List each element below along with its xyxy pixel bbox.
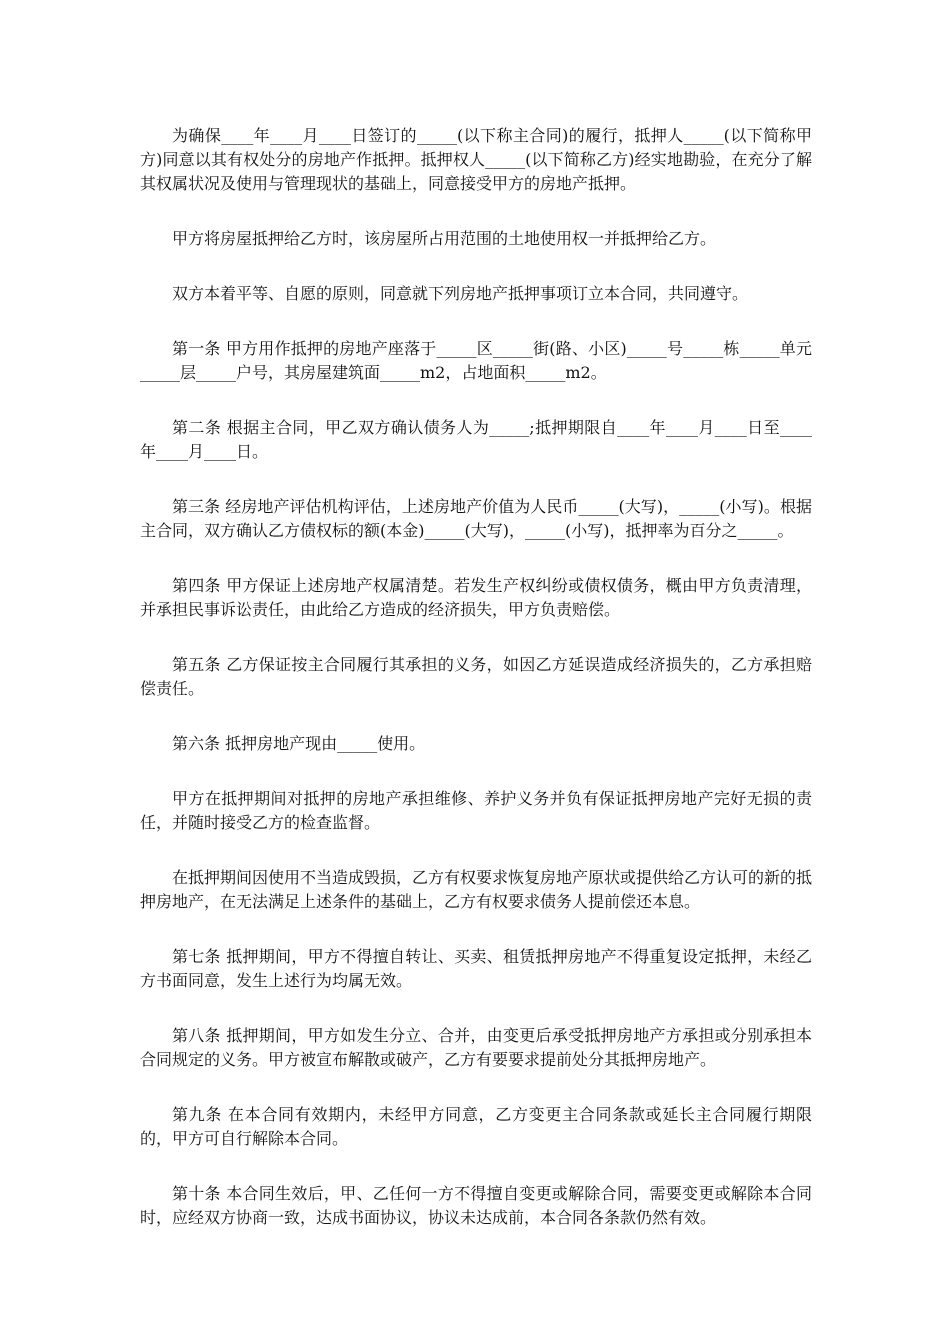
- article-6: 第六条 抵押房地产现由_____使用。: [172, 734, 426, 753]
- article-10: 第十条 本合同生效后，甲、乙任何一方不得擅自变更或解除合同，需要变更或解除本合同时，应经双方协商一致，达成书面协议，协议未达成前，本合同各条款仍然有效。: [140, 1184, 812, 1227]
- land-use-paragraph: 甲方将房屋抵押给乙方时，该房屋所占用范围的土地使用权一并抵押给乙方。: [172, 229, 717, 248]
- article-8: 第八条 抵押期间，甲方如发生分立、合并，由变更后承受抵押房地产方承担或分别承担本合同规定的义务。甲方被宣布解散或破产，乙方有要要求提前处分其抵押房地产。: [140, 1026, 812, 1069]
- article-3: 第三条 经房地产评估机构评估，上述房地产价值为人民币_____(大写)，_____(小写)。根据主合同，双方确认乙方债权标的额(本金)_____(大写)，_____(小写)，抵押率为百分之_____。: [140, 497, 812, 540]
- contract-body: [140, 124, 812, 1261]
- article-4: 第四条 甲方保证上述房地产权属清楚。若发生产权纠纷或债权债务，概由甲方负责清理，并承担民事诉讼责任，由此给乙方造成的经济损失，甲方负责赔偿。: [140, 576, 812, 619]
- article-9: 第九条 在本合同有效期内，未经甲方同意，乙方变更主合同条款或延长主合同履行期限的，甲方可自行解除本合同。: [140, 1105, 812, 1148]
- maintenance-paragraph: 甲方在抵押期间对抵押的房地产承担维修、养护义务并负有保证抵押房地产完好无损的责任，并随时接受乙方的检查监督。: [140, 789, 812, 832]
- intro-paragraph: 为确保____年____月____日签订的_____(以下称主合同)的履行，抵押人_____(以下简称甲方)同意以其有权处分的房地产作抵押。抵押权人_____(以下简称乙方)经实地勘验，在充分了解其权属状况及使用与管理现状的基础上，同意接受甲方的房地产抵押。: [140, 126, 812, 193]
- article-7: 第七条 抵押期间，甲方不得擅自转让、买卖、租赁抵押房地产不得重复设定抵押，未经乙方书面同意，发生上述行为均属无效。: [140, 947, 812, 990]
- article-2: 第二条 根据主合同，甲乙双方确认债务人为_____;抵押期限自____年____月____日至____年____月____日。: [140, 418, 812, 461]
- article-1: 第一条 甲方用作抵押的房地产座落于_____区_____街(路、小区)_____号_____栋_____单元_____层_____户号，其房屋建筑面_____m2，占地面积_____m2。: [140, 339, 812, 382]
- damage-paragraph: 在抵押期间因使用不当造成毁损，乙方有权要求恢复房地产原状或提供给乙方认可的新的抵押房地产，在无法满足上述条件的基础上，乙方有权要求债务人提前偿还本息。: [140, 868, 813, 911]
- principle-paragraph: 双方本着平等、自愿的原则，同意就下列房地产抵押事项订立本合同，共同遵守。: [172, 284, 749, 303]
- article-5: 第五条 乙方保证按主合同履行其承担的义务，如因乙方延误造成经济损失的，乙方承担赔偿责任。: [140, 655, 812, 698]
